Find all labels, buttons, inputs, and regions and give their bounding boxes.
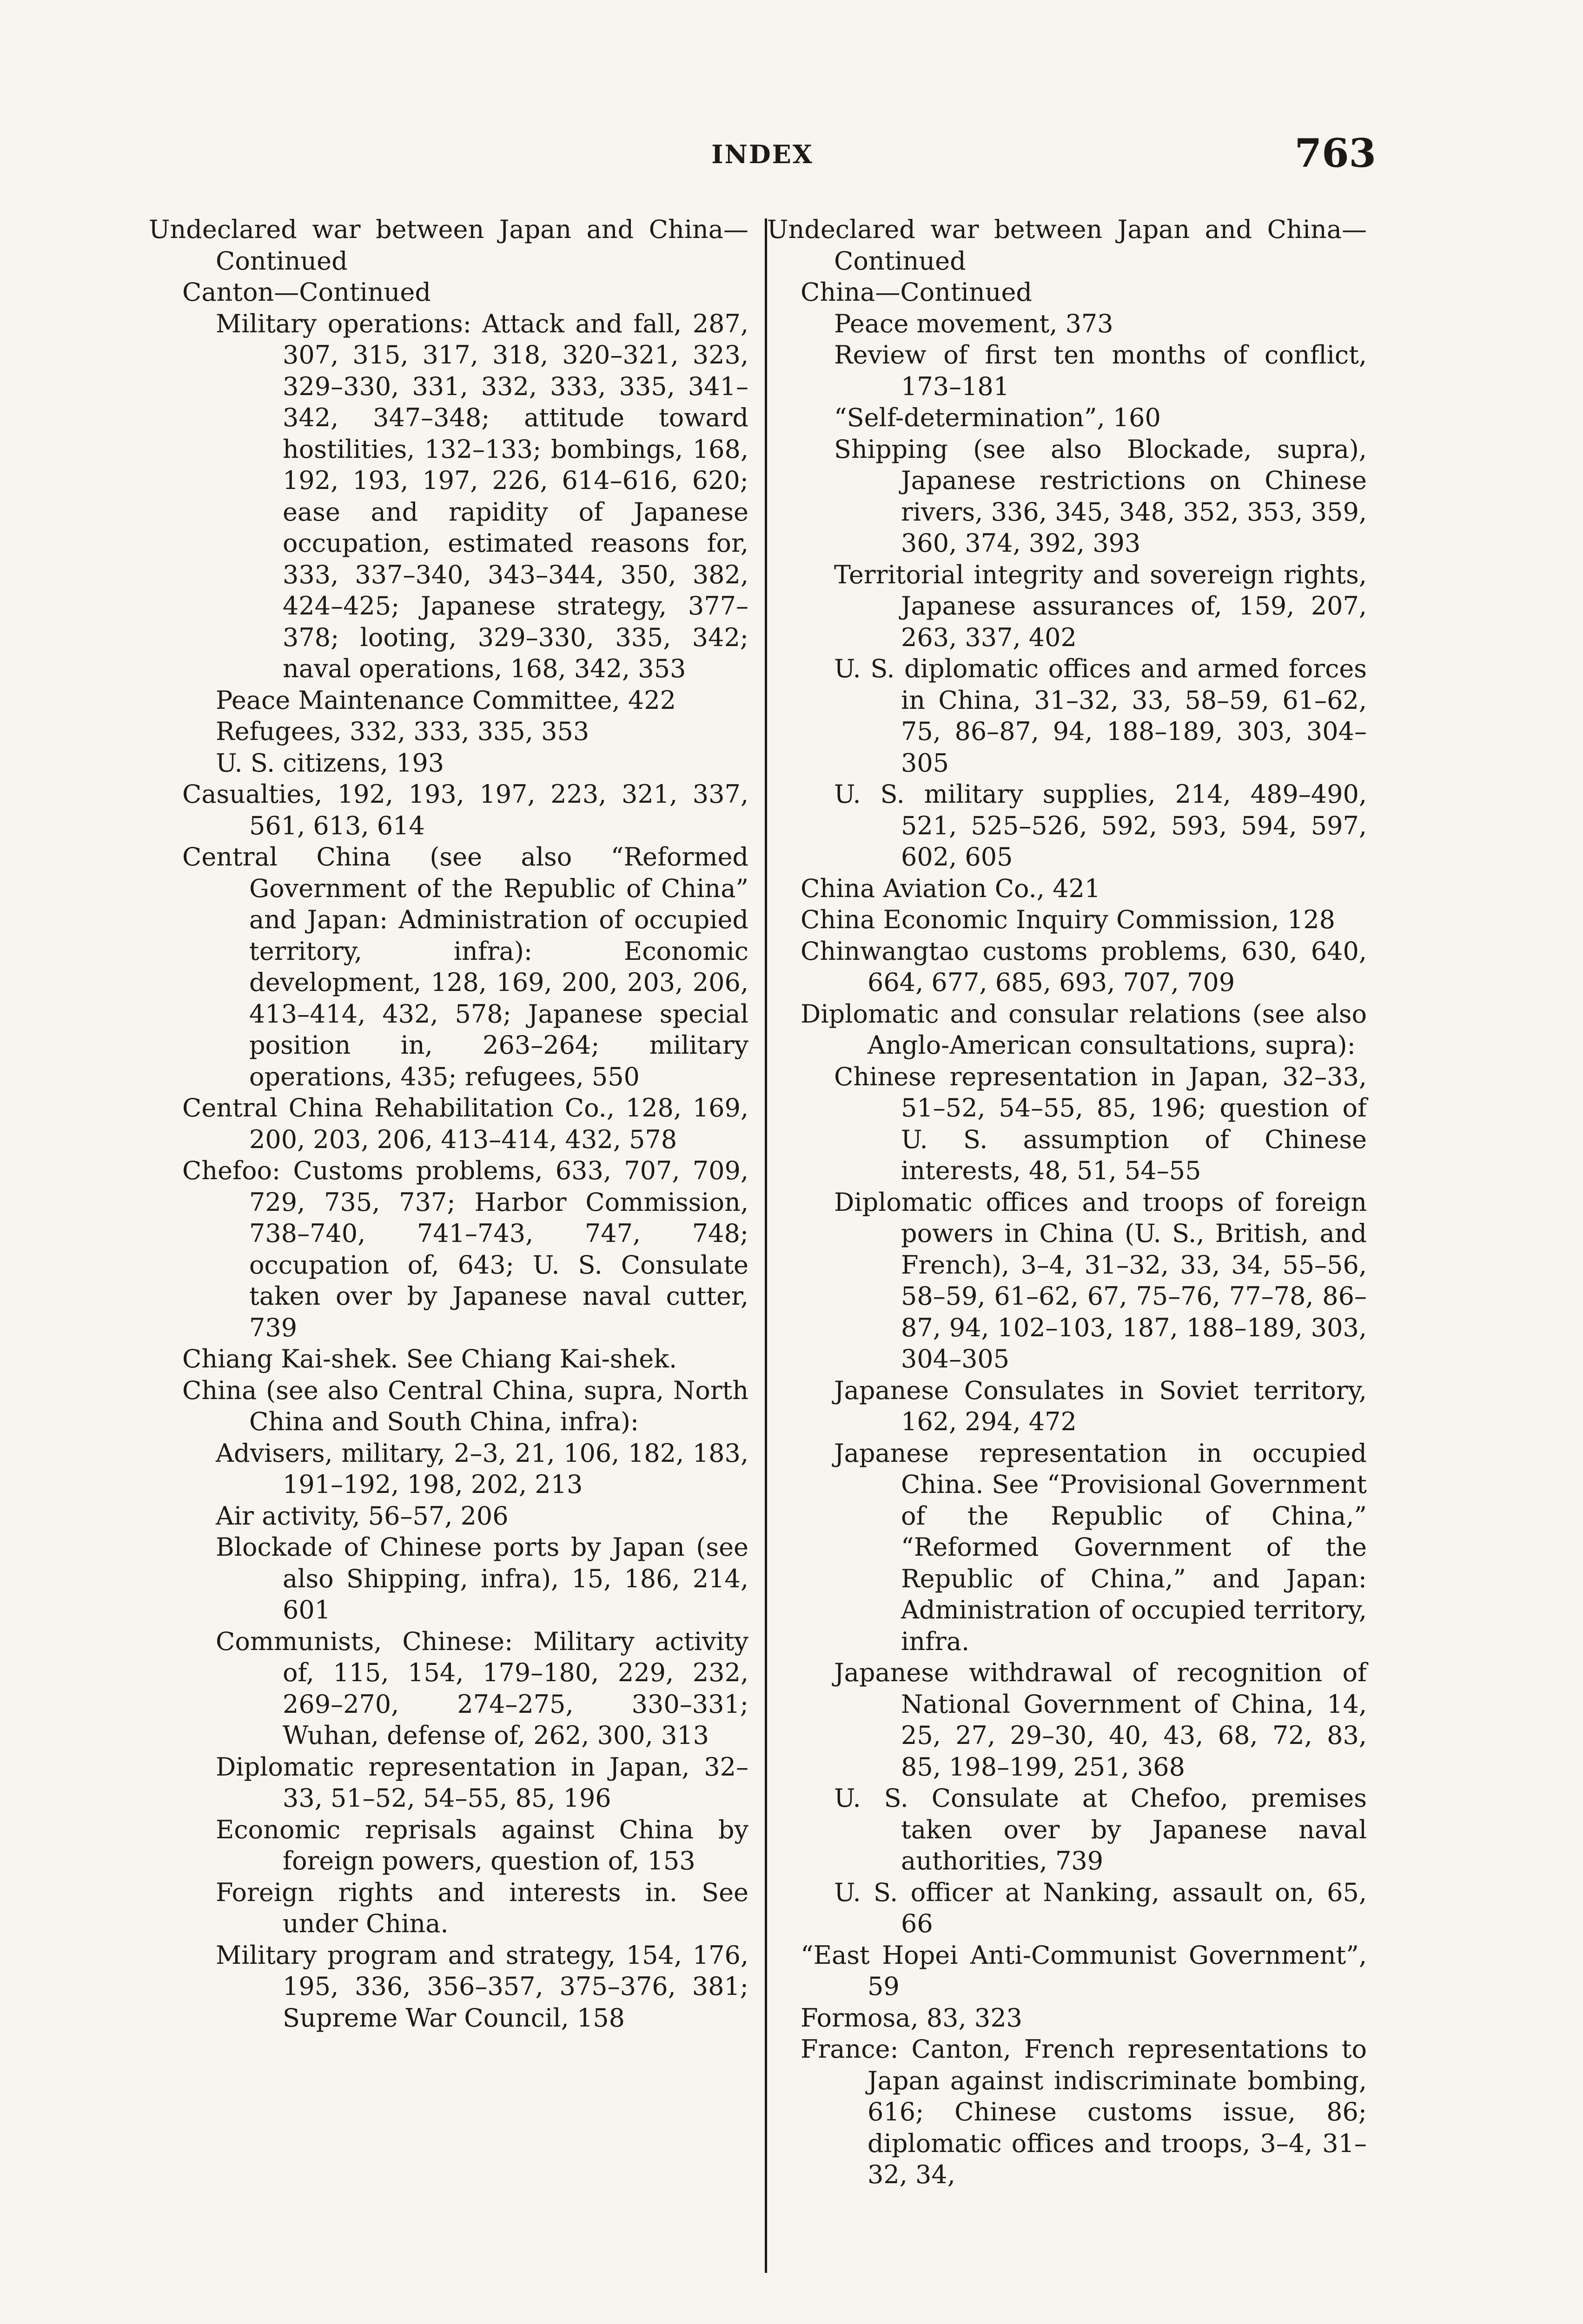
index-entry: Military program and strategy, 154, 176, 195, 336, 356–357, 375–376, 381; Supreme War Council, 158	[216, 1940, 748, 2033]
index-entry: China Economic Inquiry Commission, 128	[801, 905, 1335, 934]
index-entry: U. S. officer at Nanking, assault on, 65, 66	[834, 1877, 1367, 1938]
index-entry: China—Continued	[801, 277, 1032, 307]
index-entry: France: Canton, French representations to Japan against indiscriminate bombing, 616; Chinese customs issue, 86; diplomatic offices and troops, 3–4, 31–32, 34,	[801, 2034, 1367, 2189]
index-entry: Canton—Continued	[182, 277, 431, 307]
index-entry: Air activity, 56–57, 206	[216, 1501, 509, 1531]
index-entry: Japanese representation in occupied China. See “Provisional Government of the Republic of China,” “Reformed Government of the Republic of China,” and Japan: Administration of occupied territory, infra.	[834, 1438, 1367, 1656]
index-entry: Shipping (see also Blockade, supra), Japanese restrictions on Chinese rivers, 336, 345, 348, 352, 353, 359, 360, 374, 392, 393	[834, 434, 1367, 558]
index-entry: Foreign rights and interests in. See under China.	[216, 1877, 748, 1938]
index-entry: China (see also Central China, supra, North China and South China, infra):	[182, 1375, 748, 1436]
index-entry: Central China Rehabilitation Co., 128, 169, 200, 203, 206, 413–414, 432, 578	[182, 1093, 748, 1154]
index-entry: Diplomatic representation in Japan, 32–33, 51–52, 54–55, 85, 196	[216, 1752, 748, 1813]
index-entry: “East Hopei Anti-Communist Government”, 59	[801, 1940, 1367, 2001]
index-entry: U. S. Consulate at Chefoo, premises taken over by Japanese naval authorities, 739	[834, 1783, 1367, 1875]
index-entry: Territorial integrity and sovereign rights, Japanese assurances of, 159, 207, 263, 337, 402	[834, 560, 1367, 652]
index-entry: Undeclared war between Japan and China—Continued	[149, 215, 748, 276]
index-entry: Japanese withdrawal of recognition of National Government of China, 14, 25, 27, 29–30, 40, 43, 68, 72, 83, 85, 198–199, 251, 368	[834, 1658, 1367, 1782]
index-entry: Communists, Chinese: Military activity of, 115, 154, 179–180, 229, 232, 269–270, 274–275, 330–331; Wuhan, defense of, 262, 300, 313	[216, 1626, 748, 1750]
index-entry: Chiang Kai-shek. See Chiang Kai-shek.	[182, 1344, 677, 1373]
index-entry: Chefoo: Customs problems, 633, 707, 709, 729, 735, 737; Harbor Commission, 738–740, 741–743, 747, 748; occupation of, 643; U. S. Consulate taken over by Japanese naval cutter, 739	[182, 1156, 748, 1342]
index-column-right	[767, 214, 1367, 2191]
index-entry: Chinese representation in Japan, 32–33, 51–52, 54–55, 85, 196; question of U. S. assumption of Chinese interests, 48, 51, 54–55	[834, 1062, 1367, 1185]
index-entry: Economic reprisals against China by foreign powers, question of, 153	[216, 1815, 748, 1875]
index-entry: Diplomatic offices and troops of foreign powers in China (U. S., British, and French), 3–4, 31–32, 33, 34, 55–56, 58–59, 61–62, 67, 75–76, 77–78, 86–87, 94, 102–103, 187, 188–189, 303, 304–305	[834, 1187, 1367, 1373]
running-head: INDEX	[711, 139, 814, 169]
page-header	[149, 130, 1376, 181]
index-column-left	[149, 214, 748, 2034]
index-entry: Military operations: Attack and fall, 287, 307, 315, 317, 318, 320–321, 323, 329–330, 331, 332, 333, 335, 341–342, 347–348; attitude toward hostilities, 132–133; bombings, 168, 192, 193, 197, 226, 614–616, 620; ease and rapidity of Japanese occupation, estimated reasons for, 333, 337–340, 343–344, 350, 382, 424–425; Japanese strategy, 377–378; looting, 329–330, 335, 342; naval operations, 168, 342, 353	[216, 309, 748, 683]
index-entry: Peace Maintenance Committee, 422	[216, 685, 676, 715]
index-entry: U. S. citizens, 193	[216, 748, 444, 778]
index-entry: Formosa, 83, 323	[801, 2003, 1022, 2033]
index-entry: Refugees, 332, 333, 335, 353	[216, 717, 589, 746]
index-entry: Casualties, 192, 193, 197, 223, 321, 337, 561, 613, 614	[182, 779, 748, 840]
index-entry: Diplomatic and consular relations (see also Anglo-American consultations, supra):	[801, 999, 1367, 1060]
index-entry: Chinwangtao customs problems, 630, 640, 664, 677, 685, 693, 707, 709	[801, 936, 1367, 997]
index-entry: “Self-determination”, 160	[834, 403, 1161, 432]
index-entry: U. S. military supplies, 214, 489–490, 521, 525–526, 592, 593, 594, 597, 602, 605	[834, 779, 1367, 872]
page-number: 763	[1294, 130, 1376, 176]
index-entry: Advisers, military, 2–3, 21, 106, 182, 183, 191–192, 198, 202, 213	[216, 1438, 748, 1499]
index-entry: Undeclared war between Japan and China—Continued	[767, 215, 1367, 276]
index-entry: Blockade of Chinese ports by Japan (see also Shipping, infra), 15, 186, 214, 601	[216, 1532, 748, 1624]
index-entry: Peace movement, 373	[834, 309, 1113, 338]
index-entry: Central China (see also “Reformed Government of the Republic of China” and Japan: Administration of occupied territory, infra): Economic development, 128, 169, 200, 203, 206, 413–414, 432, 578; Japanese special position in, 263–264; military operations, 435; refugees, 550	[182, 842, 748, 1091]
index-entry: Japanese Consulates in Soviet territory, 162, 294, 472	[834, 1375, 1367, 1436]
index-entry: China Aviation Co., 421	[801, 873, 1101, 903]
index-entry: Review of first ten months of conflict, 173–181	[834, 340, 1367, 401]
index-entry: U. S. diplomatic offices and armed forces in China, 31–32, 33, 58–59, 61–62, 75, 86–87, 94, 188–189, 303, 304–305	[834, 654, 1367, 778]
